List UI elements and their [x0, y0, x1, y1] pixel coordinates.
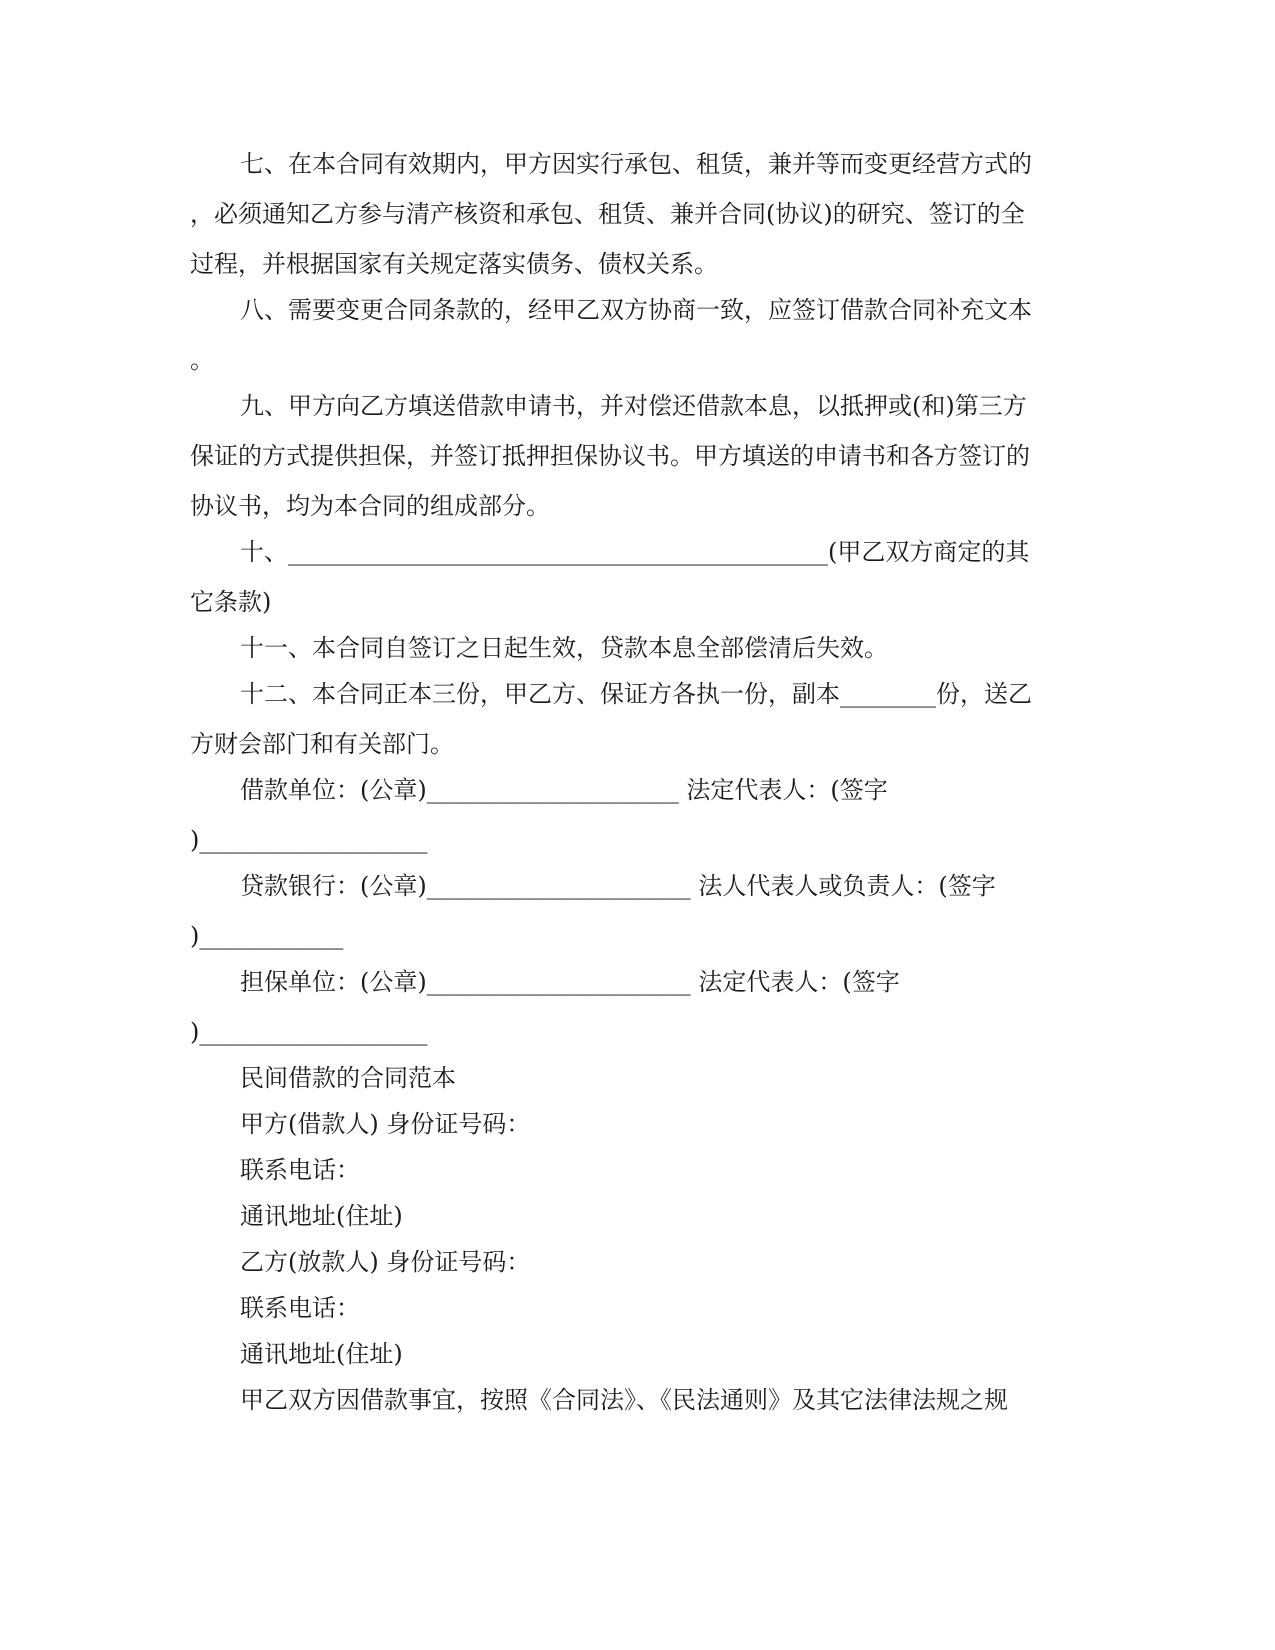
clause-7-line-1: 七、在本合同有效期内，甲方因实行承包、租赁，兼并等而变更经营方式的 — [240, 150, 1032, 178]
clause-11-line-1: 十一、本合同自签订之日起生效，贷款本息全部偿清后失效。 — [240, 634, 888, 662]
clause-10-line-1: 十、_____________________________________________(甲乙双方商定的其 — [240, 538, 1030, 566]
preamble-line-1: 甲乙双方因借款事宜，按照《合同法》、《民法通则》及其它法律法规之规 — [240, 1386, 1008, 1414]
clause-8-line-1: 八、需要变更合同条款的，经甲乙双方协商一致，应签订借款合同补充文本 — [240, 296, 1032, 324]
clause-9-line-1: 九、甲方向乙方填送借款申请书，并对偿还借款本息，以抵押或(和)第三方 — [240, 392, 1027, 420]
clause-12-line-1: 十二、本合同正本三份，甲乙方、保证方各执一份，副本________份，送乙 — [240, 680, 1032, 708]
clause-7-line-3: 过程，并根据国家有关规定落实债务、债权关系。 — [190, 250, 718, 278]
clause-9-line-3: 协议书，均为本合同的组成部分。 — [190, 492, 550, 520]
party-a-address-label: 通讯地址(住址) — [240, 1202, 403, 1230]
signature-guarantor-line-1: 担保单位：(公章)______________________ 法定代表人：(签字 — [240, 968, 900, 996]
party-b-phone-label: 联系电话： — [240, 1294, 360, 1322]
clause-7-line-2: ，必须通知乙方参与清产核资和承包、租赁、兼并合同(协议)的研究、签订的全 — [190, 200, 1025, 228]
signature-guarantor-line-2: )___________________ — [190, 1018, 428, 1046]
document-body — [190, 152, 1070, 1434]
signature-borrower-line-1: 借款单位：(公章)_____________________ 法定代表人：(签字 — [240, 776, 888, 804]
party-a-phone-label: 联系电话： — [240, 1156, 360, 1184]
clause-10-line-2: 它条款) — [190, 588, 272, 616]
clause-8-line-2: 。 — [190, 346, 214, 374]
party-b-address-label: 通讯地址(住址) — [240, 1340, 403, 1368]
clause-12-line-2: 方财会部门和有关部门。 — [190, 730, 454, 758]
signature-borrower-line-2: )___________________ — [190, 826, 428, 854]
signature-bank-line-1: 贷款银行：(公章)______________________ 法人代表人或负责人：(签字 — [240, 872, 996, 900]
party-b-id-label: 乙方(放款人) 身份证号码： — [240, 1248, 531, 1276]
clause-9-line-2: 保证的方式提供担保，并签订抵押担保协议书。甲方填送的申请书和各方签订的 — [190, 442, 1030, 470]
template-title: 民间借款的合同范本 — [240, 1064, 456, 1092]
signature-bank-line-2: )____________ — [190, 922, 344, 950]
party-a-id-label: 甲方(借款人) 身份证号码： — [240, 1110, 531, 1138]
